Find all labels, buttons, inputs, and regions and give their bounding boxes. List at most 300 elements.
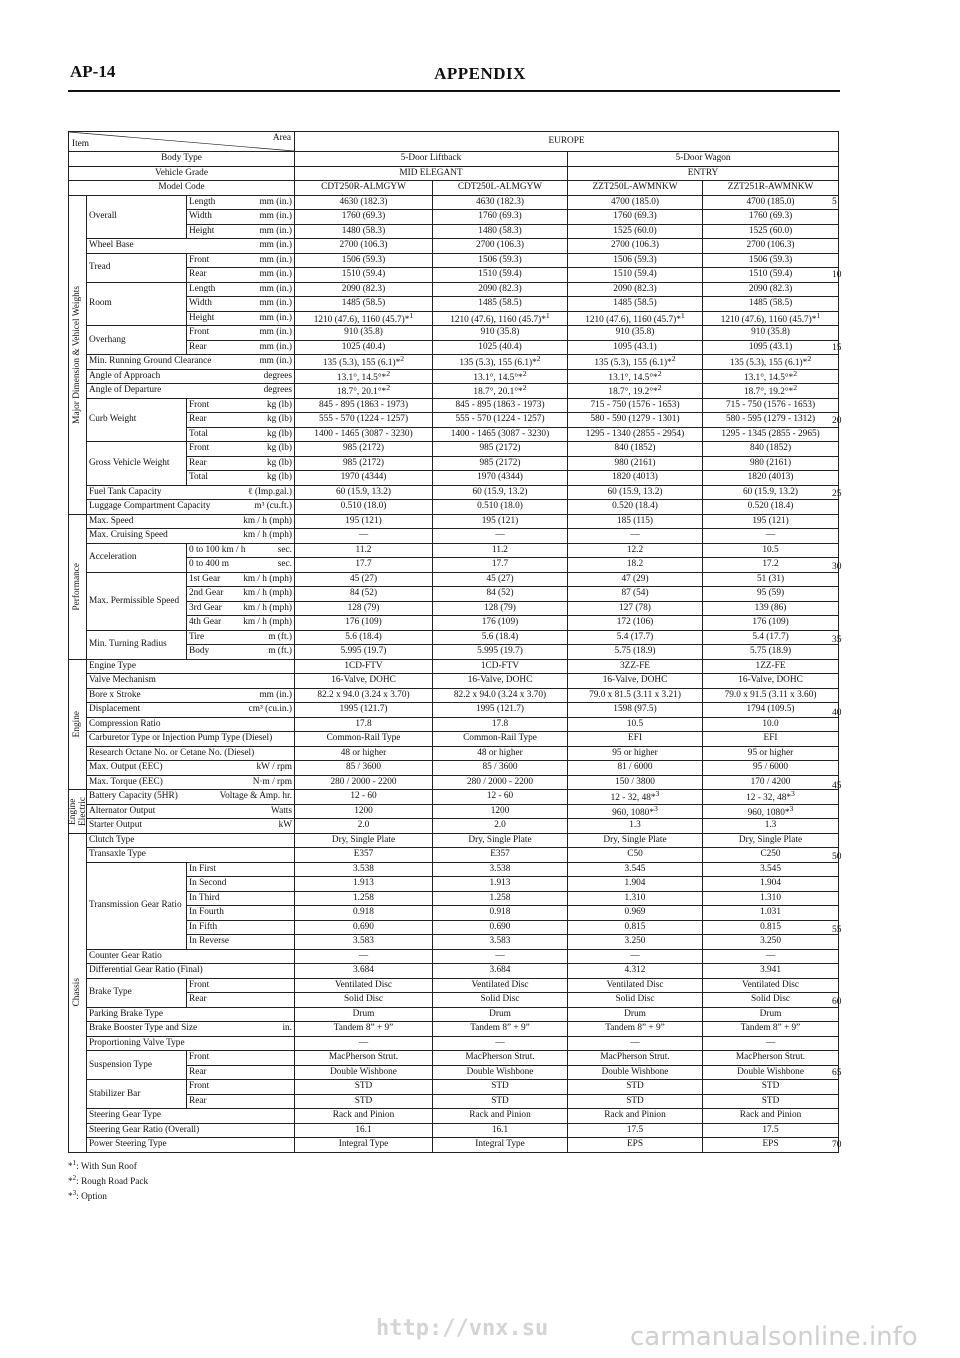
spec-table-container <box>68 131 828 1152</box>
value-cell: 18.7°, 20.1°*$^2$ <box>433 384 568 399</box>
sub-label-wrap <box>189 575 292 584</box>
value-cell: 1525 (60.0) <box>568 224 703 239</box>
sub-name: Rear <box>189 1066 207 1077</box>
item-name: Counter Gear Ratio <box>89 950 162 961</box>
value-cell: 0.815 <box>703 920 839 935</box>
vehicle-grade-label: Vehicle Grade <box>69 166 295 181</box>
line-number: 50 <box>832 852 842 862</box>
sub-name: 0 to 400 m <box>189 559 230 570</box>
sub-label <box>187 1080 295 1095</box>
sub-name: 3rd Gear <box>189 602 222 613</box>
sub-unit: sec. <box>277 544 292 555</box>
table-row <box>69 239 839 254</box>
item-name: Fuel Tank Capacity <box>89 486 162 497</box>
sub-label <box>187 224 295 239</box>
value-cell: 185 (115) <box>568 514 703 529</box>
group-label: Min. Turning Radius <box>87 630 187 659</box>
value-cell: 176 (109) <box>433 616 568 631</box>
value-cell: 1970 (4344) <box>433 471 568 486</box>
item-label-wrap <box>89 488 292 497</box>
item-label-wrap <box>89 749 292 758</box>
table-row <box>69 1123 839 1138</box>
sub-name: Rear <box>189 994 207 1005</box>
value-cell: — <box>433 529 568 544</box>
value-cell: 1.3 <box>703 819 839 834</box>
value-cell: 0.510 (18.0) <box>433 500 568 515</box>
value-cell: 580 - 590 (1279 - 1301) <box>568 413 703 428</box>
value-cell: 1CD-FTV <box>295 659 433 674</box>
value-cell: — <box>568 1036 703 1051</box>
line-number: 10 <box>832 270 842 280</box>
model-code-row <box>69 181 839 196</box>
value-cell: STD <box>295 1080 433 1095</box>
item-label <box>87 819 295 834</box>
table-row <box>69 282 839 297</box>
sub-name: Rear <box>189 269 207 280</box>
sub-unit <box>289 879 292 888</box>
sub-label <box>187 1065 295 1080</box>
value-cell: 5.6 (18.4) <box>433 630 568 645</box>
value-cell: 1510 (59.4) <box>295 268 433 283</box>
sub-label-wrap <box>189 444 292 453</box>
line-number: 55 <box>832 925 842 935</box>
table-row <box>69 746 839 761</box>
value-cell: 11.2 <box>433 543 568 558</box>
item-label-wrap <box>89 836 292 845</box>
item-label-wrap <box>89 821 292 830</box>
section-text: Major Dimension & Vehicel Weights <box>71 285 82 424</box>
value-cell: 1400 - 1465 (3087 - 3230) <box>433 427 568 442</box>
value-cell: 580 - 595 (1279 - 1312) <box>703 413 839 428</box>
sub-name: Total <box>189 428 208 439</box>
value-cell: 1485 (58.5) <box>433 297 568 312</box>
value-cell: 4700 (185.0) <box>568 195 703 210</box>
item-label <box>87 804 295 819</box>
value-cell: 840 (1852) <box>568 442 703 457</box>
sub-unit: mm (in.) <box>259 298 292 309</box>
sub-unit: mm (in.) <box>259 283 292 294</box>
table-row <box>69 717 839 732</box>
sub-unit: km / h (mph) <box>243 617 292 628</box>
group-label: Gross Vehicle Weight <box>87 442 187 486</box>
value-cell: 195 (121) <box>703 514 839 529</box>
table-row <box>69 529 839 544</box>
sub-name: Width <box>189 298 212 309</box>
value-cell: 1485 (58.5) <box>568 297 703 312</box>
value-cell: 16-Valve, DOHC <box>433 674 568 689</box>
value-cell: C250 <box>703 848 839 863</box>
value-cell: 1506 (59.3) <box>295 253 433 268</box>
value-cell: STD <box>295 1094 433 1109</box>
item-unit: Watts <box>271 805 292 816</box>
item-name: Displacement <box>89 704 141 715</box>
watermark-url[interactable]: http://vnx.su <box>376 1316 549 1341</box>
line-number: 70 <box>832 1140 842 1150</box>
sub-unit: kg (lb) <box>266 457 292 468</box>
sub-label <box>187 645 295 660</box>
value-cell: 845 - 895 (1863 - 1973) <box>433 398 568 413</box>
sub-label <box>187 471 295 486</box>
table-row <box>69 1080 839 1095</box>
sub-label-wrap <box>189 633 292 642</box>
value-cell: Tandem 8” + 9” <box>433 1022 568 1037</box>
value-cell: — <box>433 1036 568 1051</box>
page-code: AP-14 <box>70 62 116 81</box>
item-unit <box>289 734 292 743</box>
header-rule <box>68 90 840 92</box>
value-cell: 128 (79) <box>295 601 433 616</box>
value-cell: Rack and Pinion <box>568 1109 703 1124</box>
sub-name: 0 to 100 km / h <box>189 544 246 555</box>
value-cell: 95 or higher <box>568 746 703 761</box>
footnote-ref: 3 <box>655 789 660 799</box>
sub-name: In Reverse <box>189 936 230 947</box>
value-cell: E357 <box>295 848 433 863</box>
sub-label <box>187 862 295 877</box>
item-name: Differential Gear Ratio (Final) <box>89 965 203 976</box>
footnote-mark: 1 <box>72 1159 77 1167</box>
sub-label-wrap <box>189 879 292 888</box>
item-name: Starter Output <box>89 820 142 831</box>
value-cell: 910 (35.8) <box>295 326 433 341</box>
item-name: Compression Ratio <box>89 718 161 729</box>
item-label <box>87 674 295 689</box>
value-cell: 13.1°, 14.5°*$^2$ <box>703 369 839 384</box>
value-cell: EPS <box>703 1138 839 1153</box>
body-type-label: Body Type <box>69 152 295 167</box>
table-row <box>69 398 839 413</box>
sub-name: Total <box>189 472 208 483</box>
item-label <box>87 514 295 529</box>
sub-unit <box>289 894 292 903</box>
value-cell: 1760 (69.3) <box>703 210 839 225</box>
value-cell: STD <box>433 1080 568 1095</box>
table-row <box>69 384 839 399</box>
value-cell: 2090 (82.3) <box>433 282 568 297</box>
value-cell: 2700 (106.3) <box>295 239 433 254</box>
footnote: *$^1$: With Sun Roof <box>68 1159 137 1173</box>
value-cell: 4700 (185.0) <box>703 195 839 210</box>
sub-label-wrap <box>189 981 292 990</box>
value-cell: 555 - 570 (1224 - 1257) <box>295 413 433 428</box>
value-cell: 980 (2161) <box>703 456 839 471</box>
sub-label-wrap <box>189 908 292 917</box>
sub-label <box>187 630 295 645</box>
vehicle-grade-value: MID ELEGANT <box>295 166 568 181</box>
item-name: Clutch Type <box>89 834 135 845</box>
item-label-wrap <box>89 720 292 729</box>
value-cell: 1210 (47.6), 1160 (45.7)*$^1$ <box>703 311 839 326</box>
item-label <box>87 384 295 399</box>
value-cell: MacPherson Strut. <box>295 1051 433 1066</box>
item-name: Battery Capacity (5HR) <box>89 791 178 802</box>
value-cell: 1ZZ-FE <box>703 659 839 674</box>
value-cell: 5.75 (18.9) <box>703 645 839 660</box>
value-cell: 4630 (182.3) <box>433 195 568 210</box>
value-cell: 980 (2161) <box>568 456 703 471</box>
sub-label-wrap <box>189 198 292 207</box>
sub-label <box>187 616 295 631</box>
item-unit <box>289 952 292 961</box>
value-cell: Ventilated Disc <box>433 978 568 993</box>
value-cell: 84 (52) <box>295 587 433 602</box>
sub-unit <box>289 1097 292 1106</box>
value-cell: 1095 (43.1) <box>568 340 703 355</box>
value-cell: 280 / 2000 - 2200 <box>433 775 568 790</box>
sub-unit <box>289 908 292 917</box>
value-cell: 16-Valve, DOHC <box>295 674 433 689</box>
sub-name: Rear <box>189 457 207 468</box>
sub-label <box>187 282 295 297</box>
value-cell: 5.4 (17.7) <box>568 630 703 645</box>
sub-label-wrap <box>189 894 292 903</box>
value-cell: 135 (5.3), 155 (6.1)*$^2$ <box>568 355 703 370</box>
value-cell: Solid Disc <box>433 993 568 1008</box>
value-cell: 13.1°, 14.5°*$^2$ <box>433 369 568 384</box>
sub-label <box>187 906 295 921</box>
value-cell: 1CD-FTV <box>433 659 568 674</box>
table-row <box>69 1109 839 1124</box>
sub-label-wrap <box>189 1068 292 1077</box>
item-label <box>87 761 295 776</box>
value-cell: Tandem 8” + 9” <box>295 1022 433 1037</box>
value-cell: MacPherson Strut. <box>433 1051 568 1066</box>
value-cell: 4630 (182.3) <box>295 195 433 210</box>
value-cell: 16.1 <box>295 1123 433 1138</box>
line-number: 45 <box>832 781 842 791</box>
value-cell: 17.5 <box>703 1123 839 1138</box>
sub-name: In Second <box>189 878 227 889</box>
value-cell: 1.3 <box>568 819 703 834</box>
table-row <box>69 369 839 384</box>
item-name: Max. Output (EEC) <box>89 762 163 773</box>
table-row <box>69 804 839 819</box>
value-cell: STD <box>703 1080 839 1095</box>
item-unit <box>289 749 292 758</box>
sub-unit: km / h (mph) <box>243 573 292 584</box>
sub-label-wrap <box>189 343 292 352</box>
value-cell: — <box>295 1036 433 1051</box>
value-cell: 195 (121) <box>433 514 568 529</box>
sub-name: Rear <box>189 341 207 352</box>
line-number: 65 <box>832 1068 842 1078</box>
sub-unit: km / h (mph) <box>243 602 292 613</box>
value-cell: 3.538 <box>433 862 568 877</box>
table-row <box>69 964 839 979</box>
item-unit <box>289 966 292 975</box>
value-cell: 1820 (4013) <box>568 471 703 486</box>
line-number: 15 <box>832 343 842 353</box>
footnote-ref: 2 <box>522 383 527 393</box>
table-row <box>69 819 839 834</box>
value-cell: Drum <box>433 1007 568 1022</box>
value-cell: 13.1°, 14.5°*$^2$ <box>295 369 433 384</box>
table-row <box>69 326 839 341</box>
footnote-ref: 2 <box>793 383 798 393</box>
item-unit <box>289 720 292 729</box>
sub-label <box>187 572 295 587</box>
value-cell: 3.545 <box>568 862 703 877</box>
footnote-ref: 2 <box>657 383 662 393</box>
watermark-site[interactable]: carmanualsonline.info <box>630 1322 918 1352</box>
item-unit <box>289 1039 292 1048</box>
sub-label <box>187 413 295 428</box>
sub-label-wrap <box>189 937 292 946</box>
value-cell: 1200 <box>295 804 433 819</box>
sub-label-wrap <box>189 546 292 555</box>
sub-name: Tire <box>189 631 205 642</box>
value-cell: 5.6 (18.4) <box>295 630 433 645</box>
item-label-wrap <box>89 1111 292 1120</box>
value-cell: 1510 (59.4) <box>703 268 839 283</box>
value-cell: 172 (106) <box>568 616 703 631</box>
item-name: Angle of Approach <box>89 370 161 381</box>
item-label <box>87 775 295 790</box>
sub-label-wrap <box>189 995 292 1004</box>
sub-label-wrap <box>189 430 292 439</box>
item-label <box>87 717 295 732</box>
value-cell: 1025 (40.4) <box>295 340 433 355</box>
table-row <box>69 442 839 457</box>
value-cell: 1510 (59.4) <box>433 268 568 283</box>
footnotes <box>68 1158 148 1203</box>
sub-label <box>187 195 295 210</box>
value-cell: Ventilated Disc <box>568 978 703 993</box>
table-row <box>69 790 839 805</box>
value-cell: 127 (78) <box>568 601 703 616</box>
value-cell: 715 - 750 (1576 - 1653) <box>568 398 703 413</box>
footnote-ref: 2 <box>536 354 541 364</box>
value-cell: 1200 <box>433 804 568 819</box>
item-label <box>87 949 295 964</box>
value-cell: 85 / 3600 <box>433 761 568 776</box>
value-cell: Solid Disc <box>568 993 703 1008</box>
value-cell: Double Wishbone <box>703 1065 839 1080</box>
item-unit: Voltage & Amp. hr. <box>219 791 292 802</box>
item-unit <box>289 1111 292 1120</box>
sub-label-wrap <box>189 299 292 308</box>
value-cell: 2700 (106.3) <box>703 239 839 254</box>
item-unit: mm (in.) <box>259 240 292 251</box>
item-label <box>87 964 295 979</box>
value-cell: 2090 (82.3) <box>568 282 703 297</box>
item-name: Min. Running Ground Clearance <box>89 356 212 367</box>
item-unit <box>289 1140 292 1149</box>
section-text: Engine Electric <box>68 796 88 826</box>
sub-name: 1st Gear <box>189 573 221 584</box>
sub-unit: mm (in.) <box>259 312 292 323</box>
table-row <box>69 732 839 747</box>
item-label <box>87 1036 295 1051</box>
group-label: Acceleration <box>87 543 187 572</box>
value-cell: MacPherson Strut. <box>568 1051 703 1066</box>
sub-unit: kg (lb) <box>266 472 292 483</box>
sub-label <box>187 427 295 442</box>
item-name: Alternator Output <box>89 805 156 816</box>
table-row <box>69 703 839 718</box>
table-row <box>69 978 839 993</box>
sub-name: Height <box>189 312 215 323</box>
sub-unit: mm (in.) <box>259 327 292 338</box>
table-row <box>69 1022 839 1037</box>
group-label: Suspension Type <box>87 1051 187 1080</box>
table-row <box>69 862 839 877</box>
value-cell: 17.5 <box>568 1123 703 1138</box>
footnote-ref: 1 <box>816 310 821 320</box>
sub-label <box>187 978 295 993</box>
item-label-wrap <box>89 386 292 395</box>
sub-label <box>187 993 295 1008</box>
item-label-wrap <box>89 1024 292 1033</box>
value-cell: 5.995 (19.7) <box>433 645 568 660</box>
item-name: Research Octane No. or Cetane No. (Diesel) <box>89 747 255 758</box>
item-label-wrap <box>89 705 292 714</box>
item-label <box>87 746 295 761</box>
footnote-ref: 2 <box>522 368 527 378</box>
value-cell: — <box>703 949 839 964</box>
value-cell: 128 (79) <box>433 601 568 616</box>
item-unit: in. <box>282 1023 292 1034</box>
sub-unit: mm (in.) <box>259 211 292 222</box>
value-cell: 135 (5.3), 155 (6.1)*$^2$ <box>703 355 839 370</box>
value-cell: 11.2 <box>295 543 433 558</box>
value-cell: 79.0 x 91.5 (3.11 x 3.60) <box>703 688 839 703</box>
value-cell: 1095 (43.1) <box>703 340 839 355</box>
value-cell: 84 (52) <box>433 587 568 602</box>
table-row <box>69 1051 839 1066</box>
value-cell: Ventilated Disc <box>295 978 433 993</box>
value-cell: 17.7 <box>433 558 568 573</box>
value-cell: 12 - 60 <box>295 790 433 805</box>
line-number: 35 <box>832 635 842 645</box>
sub-label <box>187 268 295 283</box>
model-code-label: Model Code <box>69 181 295 196</box>
footnote-ref: 2 <box>671 354 676 364</box>
sub-label-wrap <box>189 415 292 424</box>
footnote-ref: 2 <box>793 368 798 378</box>
item-label-wrap <box>89 850 292 859</box>
value-cell: 135 (5.3), 155 (6.1)*$^2$ <box>295 355 433 370</box>
group-label: Room <box>87 282 187 326</box>
vehicle-grade-value: ENTRY <box>568 166 839 181</box>
value-cell: EFI <box>568 732 703 747</box>
sub-label-wrap <box>189 401 292 410</box>
table-row <box>69 1138 839 1153</box>
body-type-value: 5-Door Wagon <box>568 152 839 167</box>
value-cell: 16.1 <box>433 1123 568 1138</box>
group-label: Transmission Gear Ratio <box>87 862 187 949</box>
footnote: *$^2$: Rough Road Pack <box>68 1174 149 1188</box>
value-cell: Ventilated Disc <box>703 978 839 993</box>
value-cell: Dry, Single Plate <box>568 833 703 848</box>
item-unit: ℓ (Imp.gal.) <box>248 486 292 497</box>
item-label <box>87 1007 295 1022</box>
item-label: Item <box>72 138 90 149</box>
value-cell: 13.1°, 14.5°*$^2$ <box>568 369 703 384</box>
value-cell: 176 (109) <box>295 616 433 631</box>
item-unit: km / h (mph) <box>243 515 292 526</box>
sub-label-wrap <box>189 560 292 569</box>
model-code-value: CDT250R-ALMGYW <box>295 181 433 196</box>
value-cell: 150 / 3800 <box>568 775 703 790</box>
value-cell: 48 or higher <box>433 746 568 761</box>
value-cell: 48 or higher <box>295 746 433 761</box>
sub-name: Front <box>189 979 210 990</box>
value-cell: 1485 (58.5) <box>703 297 839 312</box>
sub-unit: mm (in.) <box>259 225 292 236</box>
value-cell: 81 / 6000 <box>568 761 703 776</box>
item-label-wrap <box>89 763 292 772</box>
